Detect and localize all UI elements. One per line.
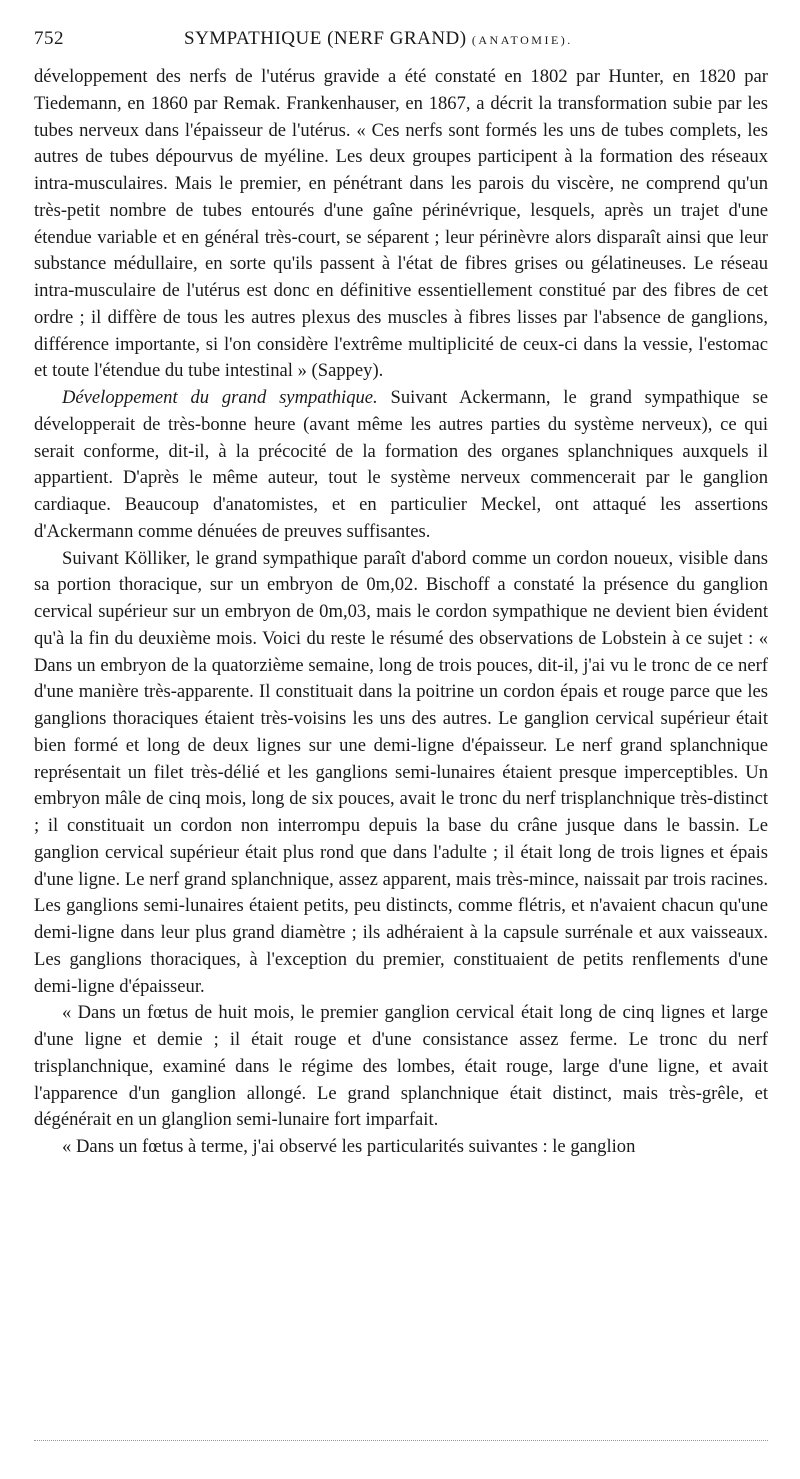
paragraph-foetus-term: « Dans un fœtus à terme, j'ai observé les particularités suivantes : le ganglion [62,1136,636,1157]
body-text [34,64,768,1161]
running-title [184,28,573,50]
section-heading-development: Développement du grand sympathique. [62,387,378,408]
page-number: 752 [34,28,64,49]
paragraph-kolliker: Suivant Kölliker, le grand sympathique paraît d'abord comme un cordon noueux, visible dans sa portion thoracique, sur un embryon de 0m,02. Bischoff a constaté la présence du ganglion cervical supérieur sur un embryon de 0m,03, mais le cordon sympathique ne devient bien évident qu'à la fin du deuxième mois. Voici du reste le résumé des observations de Lobstein à ce sujet : « Dans un embryon de la quatorzième semaine, long de trois pouces, dit-il, j'ai vu le tronc de ce nerf d'une manière très-apparente. Il constituait dans la poitrine un cordon épais et rouge parce que les ganglions thoraciques étaient très-voisins les uns des autres. Le ganglion cervical supérieur était bien formé et long de deux lignes sur une demi-ligne d'épaisseur. Le nerf grand splanchnique représentait un filet très-délié et les ganglions semi-lunaires étaient presque imperceptibles. Un embryon mâle de cinq mois, long de six pouces, avait le tronc du nerf trisplanchnique très-distinct ; il constituait un cordon non interrompu depuis la base du crâne jusque dans le bassin. Le ganglion cervical supérieur était plus rond que dans l'adulte ; il était long de trois lignes et épais d'une ligne. Le nerf grand splanchnique, assez apparent, mais très-mince, naissait par trois racines. Les ganglions semi-lunaires étaient petits, peu distincts, comme flétris, et n'avaient chacun qu'une demi-ligne dans leur plus grand diamètre ; ils adhéraient à la capsule surrénale et aux vaisseaux. Les ganglions thoraciques, à l'exception du premier, constituaient de petits renflements d'une demi-ligne d'épaisseur. [34,547,768,997]
running-header [34,28,768,58]
paragraph-continuation: développement des nerfs de l'utérus gravide a été constaté en 1802 par Hunter, en 1820 par Tiedemann, en 1860 par Remak. Frankenhauser, en 1867, a décrit la transformation subie par les tubes nerveux dans l'épaisseur de l'utérus. « Ces nerfs sont formés les uns de tubes complets, les autres de tubes dépourvus de myéline. Les deux groupes participent à la formation des réseaux intra-musculaires. Mais le premier, en pénétrant dans les parois du viscère, ne comprend qu'un très-petit nombre de tubes entourés d'une gaîne périnévrique, lesquels, après un trajet d'une étendue variable et en général très-court, se séparent ; leur périnèvre alors disparaît ainsi que leur substance médullaire, en sorte qu'ils passent à l'état de fibres grises ou gélatineuses. Le réseau intra-musculaire de l'utérus est donc en définitive essentiellement constitué par des fibres de cet ordre ; il diffère de tous les autres plexus des muscles à fibres lisses par l'absence de ganglions, différence importante, si l'on considère l'extrême multiplicité de ceux-ci dans la vessie, l'estomac et toute l'étendue du tube intestinal » (Sappey). [34,66,768,382]
running-title-main: SYMPATHIQUE (NERF GRAND) [184,28,467,49]
paragraph-development-text: Suivant Ackermann, le grand sympathique se développerait de très-bonne heure (avant même les autres parties du système nerveux), ce qui serait conforme, dit-il, à la précocité de la formation des organes splanchniques auxquels il appartient. D'après le même auteur, tout le système nerveux commencerait par le ganglion cardiaque. Beaucoup d'anatomistes, et en particulier Meckel, ont attaqué les assertions d'Ackermann comme dénuées de preuves suffisantes. [34,387,768,542]
paragraph-foetus-eight-months: « Dans un fœtus de huit mois, le premier ganglion cervical était long de cinq lignes et large d'une ligne et demie ; il était rouge et d'une consistance assez ferme. Le tronc du nerf trisplanchnique, examiné dans le régime des lombes, était rouge, large d'une ligne, et avait l'apparence d'un ganglion allongé. Le grand splanchnique était distinct, mais très-grêle, et dégénérait en un glanglion semi-lunaire fort imparfait. [34,1002,768,1131]
footer-divider [34,1440,768,1441]
paragraph-development [34,385,768,546]
running-title-section: (ANATOMIE). [471,33,573,47]
